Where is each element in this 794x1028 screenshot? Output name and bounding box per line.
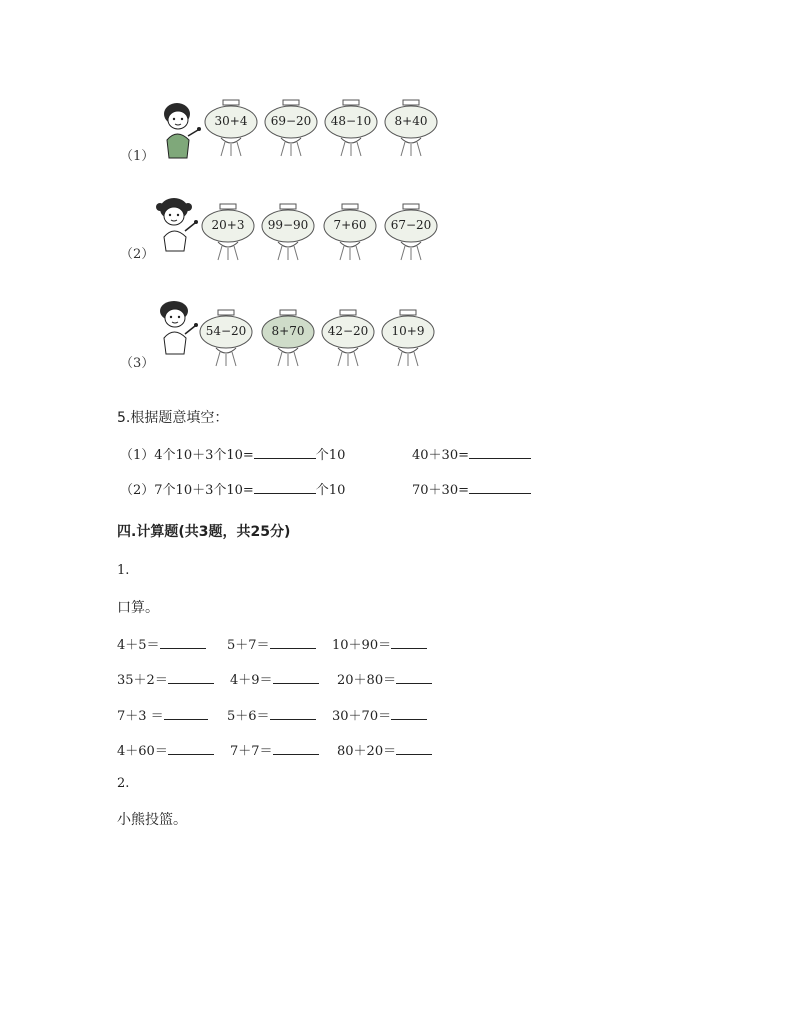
question-title: 小熊投篮。 — [117, 812, 187, 828]
oral-calc-item — [117, 634, 206, 653]
lantern — [380, 308, 436, 364]
lantern — [200, 202, 256, 258]
question-number: 2. — [117, 776, 130, 791]
answer-blank[interactable] — [391, 718, 427, 720]
answer-blank[interactable] — [160, 647, 206, 649]
answer-blank[interactable] — [270, 718, 316, 720]
answer-blank[interactable] — [391, 647, 427, 649]
oral-calc-item — [332, 705, 427, 724]
boy-holding-lantern-illustration — [152, 298, 202, 360]
lantern-expression: 42−20 — [327, 324, 369, 338]
lantern-expression: 8+40 — [394, 114, 428, 128]
row-label: （3） — [120, 356, 155, 371]
boy-holding-lantern-illustration — [155, 100, 205, 162]
equation: 10＋90＝ — [332, 638, 392, 653]
oral-calc-item — [337, 669, 432, 688]
answer-blank[interactable] — [273, 753, 319, 755]
oral-calc-item — [332, 634, 427, 653]
question-5-line-2 — [120, 479, 345, 498]
fill-prefix: 40＋30= — [412, 448, 469, 463]
equation: 30＋70＝ — [332, 709, 392, 724]
fill-prefix: （1）4个10＋3个10= — [120, 448, 254, 463]
equation: 4＋60＝ — [117, 744, 168, 759]
fill-suffix: 个10 — [315, 448, 346, 463]
lantern-expression: 48−10 — [330, 114, 372, 128]
question-5-line-1 — [120, 444, 345, 463]
answer-blank[interactable] — [469, 457, 531, 459]
oral-calc-item — [230, 669, 319, 688]
equation: 20＋80＝ — [337, 673, 397, 688]
answer-blank[interactable] — [396, 753, 432, 755]
oral-calc-item — [117, 740, 214, 759]
lantern — [383, 98, 439, 154]
lantern-expression: 99−90 — [267, 218, 309, 232]
equation: 7＋7＝ — [230, 744, 273, 759]
oral-calc-item — [337, 740, 432, 759]
answer-blank[interactable] — [168, 753, 214, 755]
oral-calc-item — [227, 705, 316, 724]
oral-calc-item — [230, 740, 319, 759]
oral-calc-item — [117, 669, 214, 688]
lantern-expression: 69−20 — [270, 114, 312, 128]
lantern-expression: 8+70 — [271, 324, 305, 338]
equation: 5＋7＝ — [227, 638, 270, 653]
lantern-expression: 20+3 — [211, 218, 245, 232]
equation: 7＋3 ＝ — [117, 709, 164, 724]
oral-calc-item — [117, 705, 208, 724]
question-5-line-2-right — [412, 479, 531, 498]
equation: 80＋20＝ — [337, 744, 397, 759]
question-5-title: 5.根据题意填空： — [117, 410, 229, 426]
lantern — [322, 202, 378, 258]
section-heading: 四.计算题(共3题，共25分) — [117, 524, 291, 540]
lantern-expression: 10+9 — [391, 324, 425, 338]
lantern — [260, 202, 316, 258]
equation: 35＋2＝ — [117, 673, 168, 688]
answer-blank[interactable] — [164, 718, 208, 720]
equation: 4＋5＝ — [117, 638, 160, 653]
row-label: （1） — [120, 149, 155, 164]
answer-blank[interactable] — [270, 647, 316, 649]
lantern — [260, 308, 316, 364]
lantern — [198, 308, 254, 364]
oral-calc-item — [227, 634, 316, 653]
answer-blank[interactable] — [469, 492, 531, 494]
lantern — [383, 202, 439, 258]
answer-blank[interactable] — [396, 682, 432, 684]
fill-suffix: 个10 — [315, 483, 346, 498]
fill-prefix: （2）7个10＋3个10= — [120, 483, 254, 498]
equation: 4＋9＝ — [230, 673, 273, 688]
fill-prefix: 70＋30= — [412, 483, 469, 498]
question-number: 1. — [117, 563, 130, 578]
question-5-line-1-right — [412, 444, 531, 463]
lantern-expression: 30+4 — [214, 114, 248, 128]
equation: 5＋6＝ — [227, 709, 270, 724]
answer-blank[interactable] — [168, 682, 214, 684]
lantern-expression: 54−20 — [205, 324, 247, 338]
answer-blank[interactable] — [254, 492, 316, 494]
lantern — [263, 98, 319, 154]
row-label: （2） — [120, 247, 155, 262]
question-title: 口算。 — [117, 600, 159, 616]
lantern-expression: 67−20 — [390, 218, 432, 232]
lantern — [320, 308, 376, 364]
lantern-expression: 7+60 — [333, 218, 367, 232]
answer-blank[interactable] — [254, 457, 316, 459]
answer-blank[interactable] — [273, 682, 319, 684]
girl-holding-lantern-illustration — [152, 195, 202, 257]
lantern — [203, 98, 259, 154]
lantern — [323, 98, 379, 154]
